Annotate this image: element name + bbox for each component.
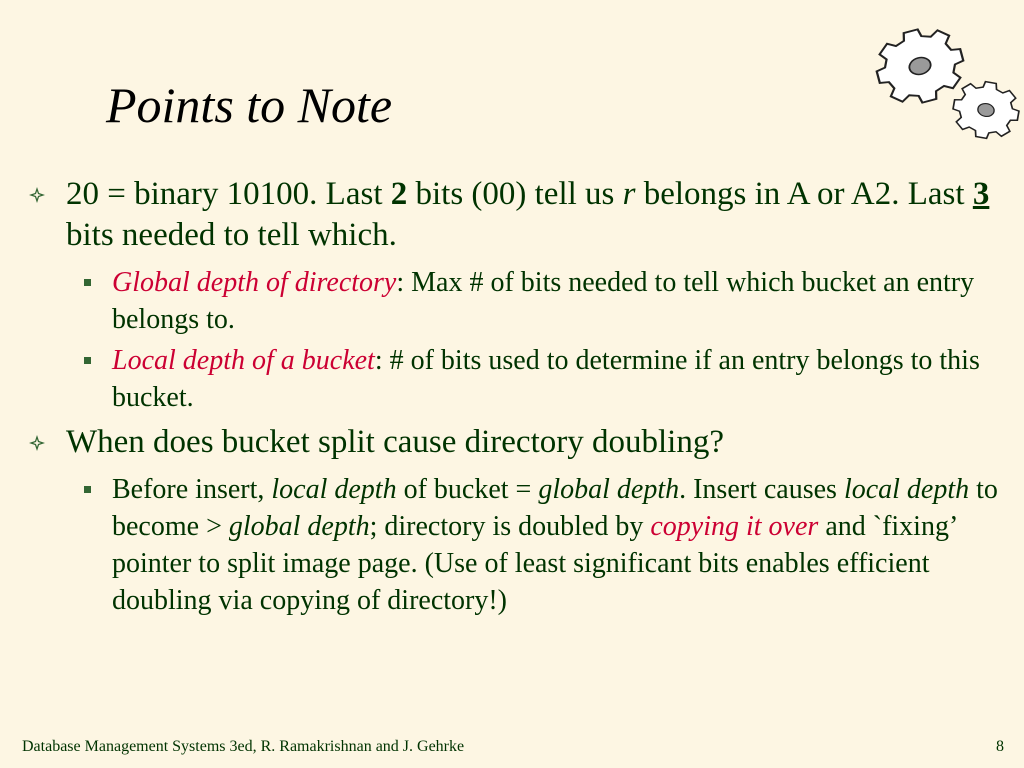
diamond-bullet-icon xyxy=(28,186,46,204)
sub-bullet-text: : Max # of bits needed to tell which bucket an entry belongs to. xyxy=(112,267,975,335)
page-number: 8 xyxy=(996,738,1004,755)
sub-bullet-text: Before insert, local depth of bucket = global depth. Insert causes local depth to become > global depth; directory is doubled by copying it over and `fixing’ pointer to split image page. (Use of least significant bits enables efficient doubling via copying of directory!) xyxy=(112,474,998,616)
bullet-text: 20 = binary 10100. Last 2 bits (00) tell us r belongs in A or A2. Last 3 bits needed to tell which. xyxy=(66,176,990,253)
sub-bullet-list xyxy=(28,264,1003,416)
bullet-item xyxy=(28,422,1003,463)
diamond-bullet-icon xyxy=(28,434,46,452)
gears-icon xyxy=(862,14,1024,144)
slide-footer: Database Management Systems 3ed, R. Ramakrishnan and J. Gehrke xyxy=(22,738,465,755)
sub-bullet-list xyxy=(28,471,1003,619)
bullet-list xyxy=(28,174,1003,625)
term-global-depth: Global depth of directory xyxy=(112,267,397,298)
bullet-item xyxy=(28,174,1003,256)
slide-title: Points to Note xyxy=(106,77,393,133)
sub-bullet-item xyxy=(112,471,1003,619)
bullet-text: When does bucket split cause directory doubling? xyxy=(66,424,724,460)
sub-bullet-text: : # of bits used to determine if an entry belongs to this bucket. xyxy=(112,345,980,413)
sub-bullet-item xyxy=(112,264,1003,338)
square-bullet-icon xyxy=(84,279,91,286)
sub-bullet-item xyxy=(112,342,1003,416)
square-bullet-icon xyxy=(84,486,91,493)
square-bullet-icon xyxy=(84,357,91,364)
term-local-depth: Local depth of a bucket xyxy=(112,345,375,376)
